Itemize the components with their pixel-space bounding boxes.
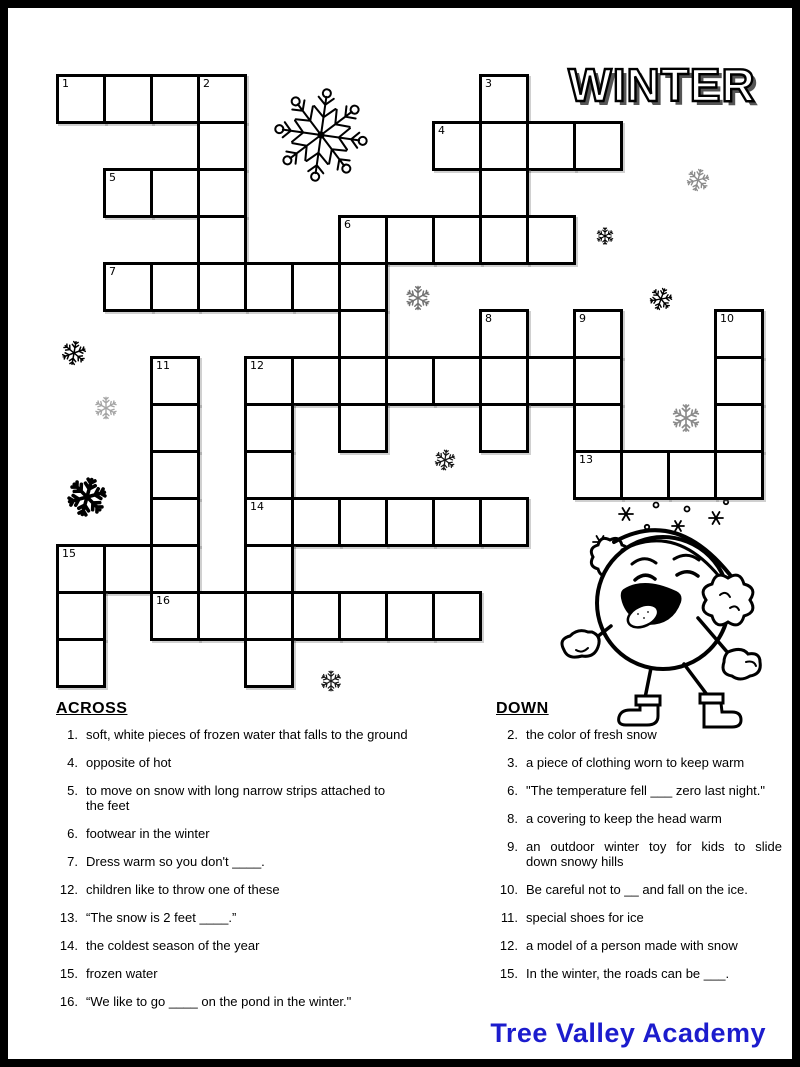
answer-cell[interactable] [291, 497, 341, 547]
answer-cell[interactable] [197, 215, 247, 265]
snowflake-icon [685, 167, 711, 193]
clue-item [52, 854, 408, 869]
clue-number: 11. [500, 910, 518, 925]
clue-number: 3. [507, 755, 518, 770]
cell-number: 2 [203, 77, 210, 90]
cell-number: 9 [579, 312, 586, 325]
clue-item [52, 882, 408, 897]
answer-cell[interactable] [526, 121, 576, 171]
answer-cell[interactable] [479, 309, 529, 359]
clue-number: 16. [59, 994, 78, 1009]
clue-item [492, 910, 782, 925]
clue-text: special shoes for ice [526, 910, 644, 925]
snowflake-icon [404, 284, 432, 312]
answer-cell[interactable] [338, 403, 388, 453]
snowflake-icon [65, 475, 109, 519]
answer-cell[interactable] [150, 591, 200, 641]
right-boot [700, 694, 741, 727]
cell-number: 15 [62, 547, 76, 560]
clue-text: the coldest season of the year [86, 938, 260, 953]
clue-text: Dress warm so you don't ____. [86, 854, 265, 869]
clue-item [492, 783, 782, 798]
answer-cell[interactable] [56, 638, 106, 688]
clue-text: a piece of clothing worn to keep warm [526, 755, 745, 770]
snowflake-icon [93, 395, 119, 421]
down-clue-list [492, 727, 782, 994]
snowflake-icon [319, 669, 343, 693]
answer-cell[interactable] [197, 168, 247, 218]
clue-number: 15. [499, 966, 518, 981]
clue-text: the color of fresh snow [526, 727, 657, 742]
answer-cell[interactable] [432, 591, 482, 641]
left-boot [619, 696, 660, 725]
answer-cell[interactable] [244, 544, 294, 594]
cell-number: 11 [156, 359, 170, 372]
clue-item [52, 783, 408, 813]
snowflake-icon [60, 339, 88, 367]
answer-cell[interactable] [338, 309, 388, 359]
cell-number: 5 [109, 171, 116, 184]
clue-text: “We like to go ____ on the pond in the winter." [86, 994, 352, 1009]
cell-number: 3 [485, 77, 492, 90]
clue-item [52, 966, 408, 981]
answer-cell[interactable] [244, 638, 294, 688]
answer-cell[interactable] [244, 356, 294, 406]
answer-cell[interactable] [432, 215, 482, 265]
cell-number: 16 [156, 594, 170, 607]
snowflake-icon [274, 88, 368, 182]
clue-number: 6. [67, 826, 78, 841]
answer-cell[interactable] [573, 450, 623, 500]
clue-number: 2. [507, 727, 518, 742]
answer-cell[interactable] [244, 262, 294, 312]
answer-cell[interactable] [244, 497, 294, 547]
answer-cell[interactable] [197, 74, 247, 124]
clue-item [52, 938, 408, 953]
answer-cell[interactable] [385, 497, 435, 547]
answer-cell[interactable] [338, 262, 388, 312]
answer-cell[interactable] [244, 403, 294, 453]
answer-cell[interactable] [244, 591, 294, 641]
answer-cell[interactable] [714, 450, 764, 500]
snowflake-icon [670, 402, 702, 434]
clue-text: frozen water [86, 966, 158, 981]
clue-number: 7. [67, 854, 78, 869]
clue-item [492, 938, 782, 953]
cell-number: 6 [344, 218, 351, 231]
across-clue-list [52, 727, 408, 1022]
clue-item [52, 826, 408, 841]
clue-item [52, 727, 408, 742]
clue-item [492, 839, 782, 869]
answer-cell[interactable] [150, 74, 200, 124]
answer-cell[interactable] [338, 591, 388, 641]
answer-cell[interactable] [479, 215, 529, 265]
answer-cell[interactable] [479, 168, 529, 218]
clue-number: 15. [59, 966, 78, 981]
cell-number: 1 [62, 77, 69, 90]
clue-text: children like to throw one of these [86, 882, 280, 897]
answer-cell[interactable] [291, 591, 341, 641]
answer-cell[interactable] [479, 121, 529, 171]
clue-item [492, 755, 782, 770]
answer-cell[interactable] [103, 544, 153, 594]
clue-item [492, 811, 782, 826]
answer-cell[interactable] [103, 168, 153, 218]
answer-cell[interactable] [714, 356, 764, 406]
clue-text: a covering to keep the head warm [526, 811, 722, 826]
clue-text: an outdoor winter toy for kids to slide down snowy hills [526, 839, 782, 869]
cell-number: 4 [438, 124, 445, 137]
answer-cell[interactable] [714, 309, 764, 359]
clue-number: 14. [59, 938, 78, 953]
clue-number: 8. [507, 811, 518, 826]
clue-text: "The temperature fell ___ zero last night." [526, 783, 766, 798]
clue-text: to move on snow with long narrow strips attached to the feet [86, 783, 386, 813]
answer-cell[interactable] [432, 121, 482, 171]
answer-cell[interactable] [479, 74, 529, 124]
answer-cell[interactable] [197, 121, 247, 171]
answer-cell[interactable] [56, 591, 106, 641]
cell-number: 14 [250, 500, 264, 513]
down-heading: DOWN [496, 700, 549, 717]
answer-cell[interactable] [714, 403, 764, 453]
clue-item [492, 966, 782, 981]
answer-cell[interactable] [103, 74, 153, 124]
snowflake-icon [795, 448, 800, 468]
answer-cell[interactable] [150, 356, 200, 406]
answer-cell[interactable] [150, 544, 200, 594]
clue-item [492, 727, 782, 742]
clue-item [492, 882, 782, 897]
snowflake-icon [433, 448, 457, 472]
answer-cell[interactable] [385, 356, 435, 406]
answer-cell[interactable] [573, 121, 623, 171]
answer-cell[interactable] [573, 403, 623, 453]
answer-cell[interactable] [385, 591, 435, 641]
answer-cell[interactable] [667, 450, 717, 500]
cell-number: 12 [250, 359, 264, 372]
clue-number: 4. [67, 755, 78, 770]
clue-number: 5. [67, 783, 78, 798]
answer-cell[interactable] [56, 74, 106, 124]
clue-text: soft, white pieces of frozen water that falls to the ground [86, 727, 408, 742]
snowflake-icon [648, 286, 674, 312]
cell-number: 7 [109, 265, 116, 278]
clue-text: In the winter, the roads can be ___. [526, 966, 730, 981]
clue-number: 13. [59, 910, 78, 925]
answer-cell[interactable] [291, 356, 341, 406]
answer-cell[interactable] [197, 591, 247, 641]
answer-cell[interactable] [479, 497, 529, 547]
cell-number: 10 [720, 312, 734, 325]
answer-cell[interactable] [432, 497, 482, 547]
answer-cell[interactable] [479, 403, 529, 453]
across-heading: ACROSS [56, 700, 128, 717]
answer-cell[interactable] [385, 215, 435, 265]
answer-cell[interactable] [103, 262, 153, 312]
clue-number: 9. [507, 839, 518, 854]
clue-text: footwear in the winter [86, 826, 210, 841]
clue-number: 1. [67, 727, 78, 742]
answer-cell[interactable] [150, 403, 200, 453]
answer-cell[interactable] [526, 356, 576, 406]
clue-number: 12. [59, 882, 78, 897]
cell-number: 13 [579, 453, 593, 466]
answer-cell[interactable] [338, 497, 388, 547]
answer-cell[interactable] [197, 262, 247, 312]
answer-cell[interactable] [526, 215, 576, 265]
clue-number: 12. [499, 938, 518, 953]
clue-item [52, 910, 408, 925]
clue-item [52, 994, 408, 1009]
clue-text: opposite of hot [86, 755, 172, 770]
answer-cell[interactable] [338, 356, 388, 406]
page-title: WINTER [568, 59, 756, 111]
clue-text: Be careful not to __ and fall on the ice. [526, 882, 748, 897]
answer-cell[interactable] [338, 215, 388, 265]
site-credit: Tree Valley Academy [490, 1018, 766, 1048]
answer-cell[interactable] [244, 450, 294, 500]
answer-cell[interactable] [432, 356, 482, 406]
clue-item [52, 755, 408, 770]
answer-cell[interactable] [150, 450, 200, 500]
answer-cell[interactable] [291, 262, 341, 312]
answer-cell[interactable] [620, 450, 670, 500]
answer-cell[interactable] [573, 356, 623, 406]
snowflake-icon [595, 226, 615, 246]
clue-number: 6. [507, 783, 518, 798]
cell-number: 8 [485, 312, 492, 325]
answer-cell[interactable] [573, 309, 623, 359]
answer-cell[interactable] [150, 262, 200, 312]
answer-cell[interactable] [150, 168, 200, 218]
answer-cell[interactable] [479, 356, 529, 406]
clue-number: 10. [499, 882, 518, 897]
clue-text: a model of a person made with snow [526, 938, 738, 953]
answer-cell[interactable] [150, 497, 200, 547]
left-mitten [562, 631, 599, 657]
clue-text: “The snow is 2 feet ____.” [86, 910, 237, 925]
answer-cell[interactable] [56, 544, 106, 594]
